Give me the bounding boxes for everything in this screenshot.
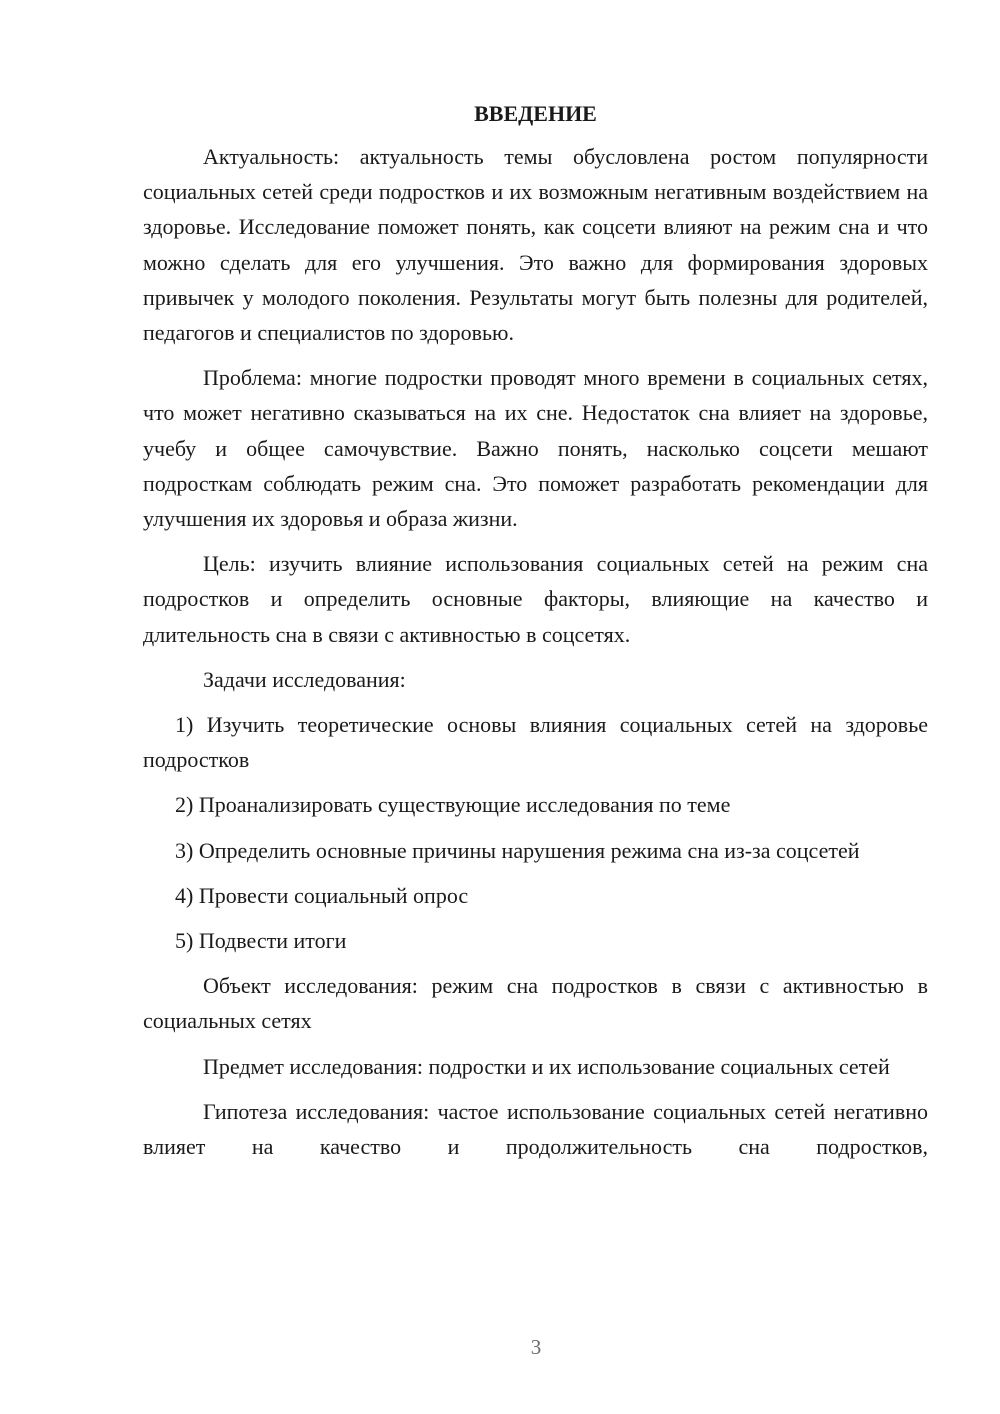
paragraph-problem: Проблема: многие подростки проводят много времени в социальных сетях, что может негативно сказываться на их сне. Недостаток сна влияет на здоровье, учебу и общее самочувствие. Важно понять, насколько соцсети мешают подросткам соблюдать режим сна. Это поможет разработать рекомендации для улучшения их здоровья и образа жизни. [143,365,928,532]
paragraph-relevance: Актуальность: актуальность темы обусловлена ростом популярности социальных сетей среди подростков и их возможным негативным воздействием на здоровье. Исследование поможет понять, как соцсети влияют на режим сна и что можно сделать для его улучшения. Это важно для формирования здоровых привычек у молодого поколения. Результаты могут быть полезны для родителей, педагогов и специалистов по здоровью. [143,144,928,346]
page-content [143,96,928,1174]
task-item-1: 1) Изучить теоретические основы влияния социальных сетей на здоровье подростков [143,712,928,773]
paragraph-hypothesis: Гипотеза исследования: частое использование социальных сетей негативно влияет на качество и продолжительность сна подростков, [143,1098,928,1160]
paragraph-goal: Цель: изучить влияние использования социальных сетей на режим сна подростков и определить основные факторы, влияющие на качество и длительность сна в связи с активностью в соцсетях. [143,551,928,647]
paragraph-object: Объект исследования: режим сна подростков в связи с активностью в социальных сетях [143,973,928,1034]
task-item-5: 5) Подвести итоги [175,928,347,954]
paragraph-subject: Предмет исследования: подростки и их использование социальных сетей [203,1053,890,1079]
paragraph-tasks-heading: Задачи исследования: [203,666,406,692]
section-title: ВВЕДЕНИЕ [474,101,597,126]
task-item-3: 3) Определить основные причины нарушения режима сна из-за соцсетей [175,837,860,863]
task-item-2: 2) Проанализировать существующие исследования по теме [175,792,731,818]
task-item-4: 4) Провести социальный опрос [175,882,469,908]
page-number: 3 [530,1335,542,1359]
